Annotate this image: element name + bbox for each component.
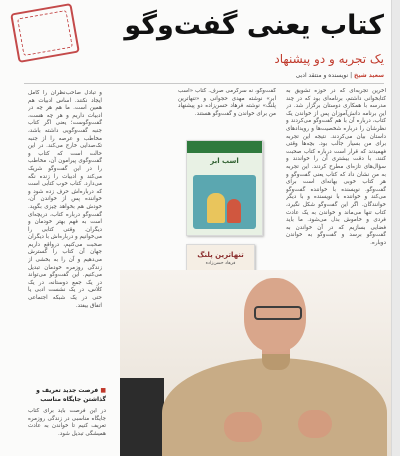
article-paragraph: گفت‌وگو، نه سرگرمی صرف. کتاب «اسب ابر» نوشته مهدی حجوانی و «تنهاترین پلنگ» نوشته فرهاد حسن‌زاده دو پیشنهاد من برای خواندن و گفت‌وگو هستند. [178,88,276,117]
photo-collar [262,354,290,370]
article-column-middle [178,88,276,130]
book-title: اسب ابر [210,157,239,165]
article-paragraph: در این فرصت باید برای کتاب جایگاه مناسبی در زندگی روزمره تعریف کنیم تا خواندن به عادت همیشگی تبدیل شود. [28,408,106,437]
section-heading [28,386,106,404]
cover-illustration [193,175,256,229]
byline [296,72,384,79]
article-column-left [28,90,102,378]
book-title: تنهاترین پلنگ [197,251,244,259]
glasses-icon [254,306,302,320]
section-heading-text: فرصت جدید تعریف و گذاشتن جایگاه مناسب [36,387,106,403]
photo-hand [298,410,332,438]
author-name: سعید شیخ [354,72,384,79]
illustration-figure [207,193,225,223]
stamp-ring [17,10,73,56]
book-cover-1 [186,140,263,236]
photo-foreground-object [120,378,164,456]
cover-band [187,141,262,153]
author-photo [120,270,391,456]
bullet-icon: ■ [98,387,106,394]
magazine-stamp-logo [10,3,80,63]
article-column-left-bottom [28,408,106,454]
author-role: | نویسنده و منتقد ادبی [295,72,353,79]
article-paragraph: و تبادل صاحب‌نظران را کامل ایجاد نکنند. اساس ادبیات هم همین است. ما هم هر چه در ادبیات داریم و هر چه هست، گفت‌وگوست؛ یعنی اگر کتاب جنبه گفت‌وگویی داشته باشد، مخاطب و عرصه را از جنبه تک‌صدایی خارج می‌کند. در این حالت است که کتاب و گفت‌وگوی پیرامون آن، مخاطب را در این گفت‌وگو شریک می‌کند و ادبیات را زنده نگه می‌دارد. کتاب خوب کتابی است که درباره‌اش حرف زده شود و خواننده پس از خواندن آن، خودش هم بخواهد چیزی بگوید. گفت‌وگو درباره کتاب، دریچه‌ای است به فهم بهتر خودمان و دیگران. وقتی کتابی را می‌خوانیم و درباره‌اش با دیگران صحبت می‌کنیم، درواقع داریم جهان آن کتاب را گسترش می‌دهیم و آن را به بخشی از زندگی روزمره خودمان تبدیل می‌کنیم. این گفت‌وگو می‌تواند در یک جمع دوستانه، در یک کلاس، در یک نشست ادبی یا حتی در یک شبکه اجتماعی اتفاق بیفتد. [28,90,102,309]
page-gutter [391,0,400,456]
article-title: کتاب یعنی گفت‌وگو [124,10,384,41]
article-paragraph: آخرین تجربه‌ای که در حوزه تشویق به کتابخوانی داشتم، برنامه‌ای بود که در چند مدرسه با همکاری دوستان برگزار شد. در این برنامه دانش‌آموزان پس از خواندن یک کتاب، درباره آن با هم گفت‌وگو می‌کردند و نظرشان را درباره شخصیت‌ها و رویدادهای داستان بیان می‌کردند. نتیجه این تجربه برای من بسیار جالب بود. بچه‌ها وقتی فهمیدند که قرار است درباره کتاب صحبت کنند، با دقت بیشتری آن را خواندند و سؤال‌های تازه‌ای مطرح کردند. این تجربه به من نشان داد که کتاب یعنی گفت‌وگو و هر کتاب خوبی بهانه‌ای است برای گفت‌وگو. نویسنده با خواننده گفت‌وگو می‌کند و خواننده با نویسنده و با دیگر خوانندگان. اگر این گفت‌وگو شکل نگیرد، کتاب تنها می‌ماند و خواندن به یک عادت فردی و خاموش بدل می‌شود. ما باید فضایی بسازیم که در آن خواندن به گفت‌وگو برسد و گفت‌وگو به خواندن دوباره. [286,88,386,246]
book-author: فرهاد حسن‌زاده [205,261,236,266]
header-divider [24,83,384,84]
illustration-figure [227,199,241,223]
photo-hand [224,412,262,442]
article-subtitle: یک تجربه و دو پیشنهاد [274,52,384,66]
